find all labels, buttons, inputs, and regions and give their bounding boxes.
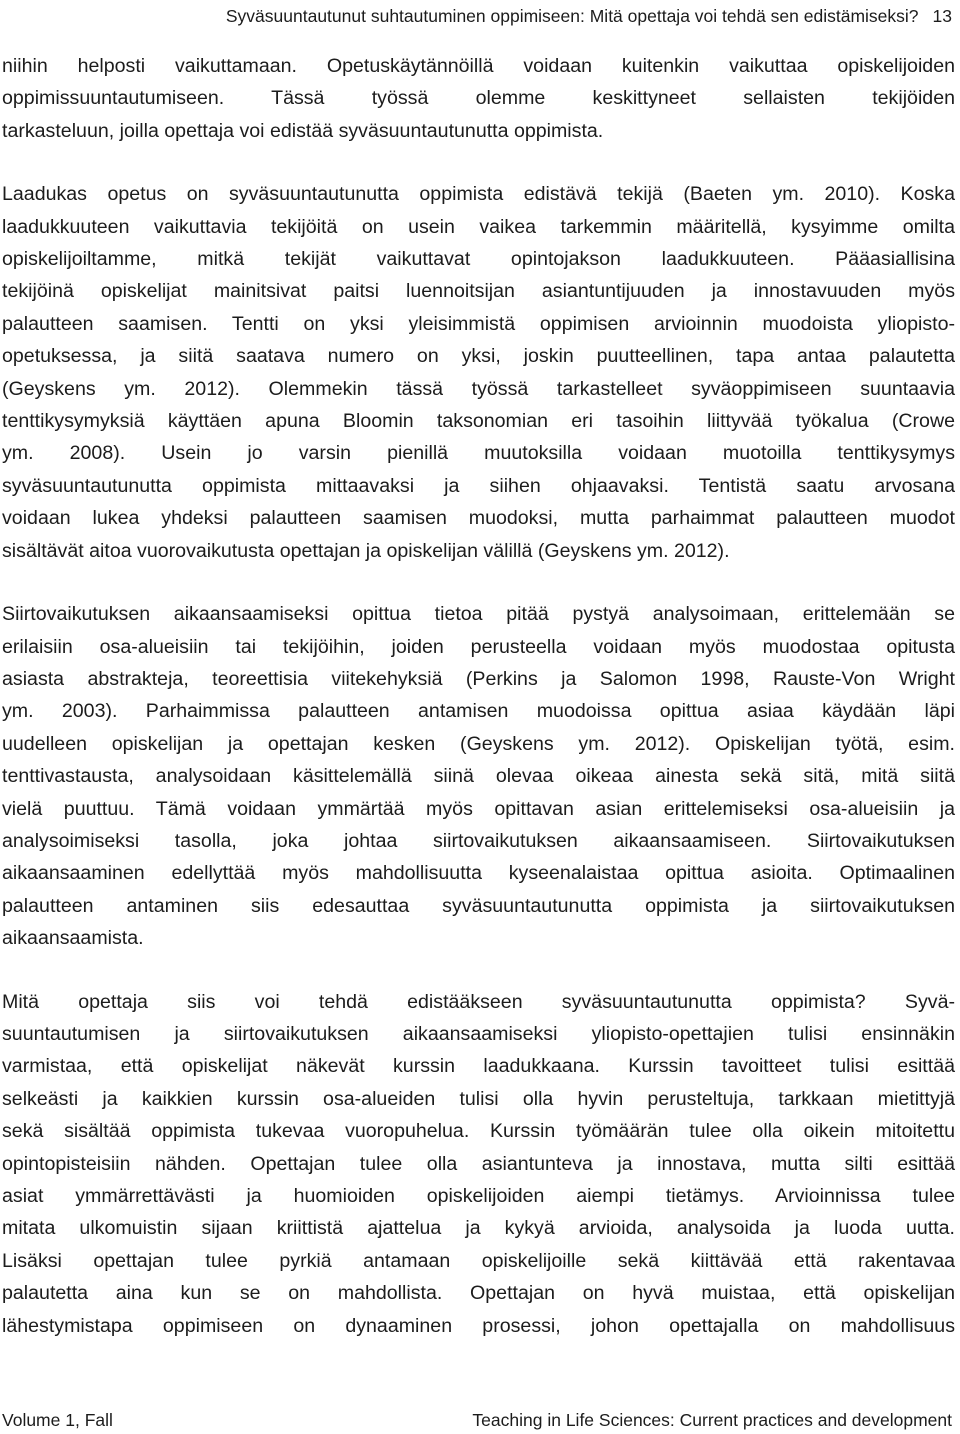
text-line: mitata ulkomuistin sijaan kriittistä ajattelua ja kykyä arvioida, analysoida ja luoda uutta. xyxy=(2,1217,955,1240)
text-line: sisältävät aitoa vuorovaikutusta opettajan ja opiskelijan välillä (Geyskens ym. 2012). xyxy=(2,539,730,562)
footer-journal-title: Teaching in Life Sciences: Current practices and development xyxy=(472,1410,952,1430)
text-line: tenttivastausta, analysoidaan käsittelemällä siinä olevaa oikeaa ainesta sekä sitä, mitä siitä xyxy=(2,765,955,788)
paragraph xyxy=(2,178,955,567)
text-line: sekä sisältää oppimista tukevaa vuoropuhelua. Kurssin työmäärän tulee olla oikein mitoitettu xyxy=(2,1120,955,1143)
text-line: varmistaa, että opiskelijat näkevät kurssin laadukkaana. Kurssin tavoitteet tulisi esittää xyxy=(2,1055,955,1078)
text-line: (Geyskens ym. 2012). Olemmekin tässä työssä tarkastelleet syväoppimiseen suuntaavia xyxy=(2,377,955,400)
text-line: uudelleen opiskelijan ja opettajan kesken (Geyskens ym. 2012). Opiskelijan työtä, esim. xyxy=(2,732,955,755)
text-line: aikaansaaminen edellyttää myös mahdollisuutta kyseenalaistaa opittua asioita. Optimaalinen xyxy=(2,862,955,885)
text-line: asiat ymmärrettävästi ja huomioiden opiskelijoiden aiempi tietämys. Arvioinnissa tulee xyxy=(2,1185,955,1207)
running-header xyxy=(0,6,952,27)
text-line: Laadukas opetus on syväsuuntautunutta oppimista edistävä tekijä (Baeten ym. 2010). Koska xyxy=(2,183,955,206)
text-line: lähestymistapa oppimiseen on dynaaminen prosessi, johon opettajalla on mahdollisuus xyxy=(2,1314,955,1337)
text-line: tenttikysymyksiä käyttäen apuna Bloomin taksonomian eri tasoihin liittyvää työkalua (Crowe xyxy=(2,410,955,433)
text-line: oppimissuuntautumiseen. Tässä työssä olemme keskittyneet sellaisten tekijöiden xyxy=(2,87,955,110)
running-header-title: Syväsuuntautunut suhtautuminen oppimiseen: Mitä opettaja voi tehdä sen edistämiseksi? xyxy=(225,6,919,26)
text-line: analysoimiseksi tasolla, joka johtaa siirtovaikutuksen aikaansaamiseen. Siirtovaikutuksen xyxy=(2,829,955,852)
text-line: palautetta aina kun se on mahdollista. Opettajan on hyvä muistaa, että opiskelijan xyxy=(2,1282,955,1305)
text-line: syväsuuntautunutta oppimista mittaavaksi ja siihen ohjaavaksi. Tentistä saatu arvosana xyxy=(2,474,955,497)
text-line: selkeästi ja kaikkien kurssin osa-alueiden tulisi olla hyvin perusteltuja, tarkkaan mietittyjä xyxy=(2,1087,955,1110)
page-number: 13 xyxy=(932,6,952,26)
text-line: palautteen saamisen. Tentti on yksi yleisimmistä oppimisen arvioinnin muodoista yliopisto- xyxy=(2,312,955,335)
text-line: tekijöinä opiskelijat mainitsivat paitsi luennoitsijan asiantuntijuuden ja innostavuuden myös xyxy=(2,280,955,303)
paragraph xyxy=(2,986,955,1342)
paragraph xyxy=(2,50,955,147)
text-line: Mitä opettaja siis voi tehdä edistääkseen syväsuuntautunutta oppimista? Syvä- xyxy=(2,990,955,1013)
text-line: ym. 2003). Parhaimmissa palautteen antamisen muodoissa opittua asiaa käydään läpi xyxy=(2,700,955,723)
body-text xyxy=(2,50,955,1373)
text-line: tarkasteluun, joilla opettaja voi edistää syväsuuntautunutta oppimista. xyxy=(2,119,604,142)
text-line: suuntautumisen ja siirtovaikutuksen aikaansaamiseksi yliopisto-opettajien tulisi ensinnäkin xyxy=(2,1022,955,1045)
text-line: aikaansaamista. xyxy=(2,927,144,950)
text-line: opiskelijoiltamme, mitkä tekijät vaikuttavat opintojakson laadukkuuteen. Pääasiallisina xyxy=(2,248,955,271)
text-line: laadukkuuteen vaikuttavia tekijöitä on usein vaikea tarkemmin määritellä, kysyimme omilta xyxy=(2,215,955,238)
text-line: Lisäksi opettajan tulee pyrkiä antamaan opiskelijoille sekä kiittävää että rakentavaa xyxy=(2,1249,955,1272)
text-line: erilaisiin osa-alueisiin tai tekijöihin, joiden perusteella voidaan myös muodostaa opitusta xyxy=(2,635,955,658)
text-line: ym. 2008). Usein jo varsin pienillä muutoksilla voidaan muotoilla tenttikysymys xyxy=(2,442,955,465)
text-line: Siirtovaikutuksen aikaansaamiseksi opittua tietoa pitää pystyä analysoimaan, erittelemään se xyxy=(2,603,955,626)
text-line: niihin helposti vaikuttamaan. Opetuskäytännöillä voidaan kuitenkin vaikuttaa opiskelijoiden xyxy=(2,55,955,77)
text-line: opetuksessa, ja siitä saatava numero on yksi, joskin puutteellinen, tapa antaa palautetta xyxy=(2,345,955,368)
paragraph xyxy=(2,598,955,954)
text-line: voidaan lukea yhdeksi palautteen saamisen muodoksi, mutta parhaimmat palautteen muodot xyxy=(2,507,955,530)
text-line: vielä puuttuu. Tämä voidaan ymmärtää myös opittavan asian erittelemiseksi osa-alueisiin ja xyxy=(2,797,955,820)
text-line: opintopisteisiin nähden. Opettajan tulee olla asiantunteva ja innostava, mutta silti esittää xyxy=(2,1152,955,1175)
text-line: asiasta abstrakteja, teoreettisia viitekehyksiä (Perkins ja Salomon 1998, Rauste-Von Wright xyxy=(2,667,955,690)
text-line: palautteen antaminen siis edesauttaa syväsuuntautunutta oppimista ja siirtovaikutuksen xyxy=(2,894,955,917)
footer-volume: Volume 1, Fall xyxy=(2,1410,113,1430)
